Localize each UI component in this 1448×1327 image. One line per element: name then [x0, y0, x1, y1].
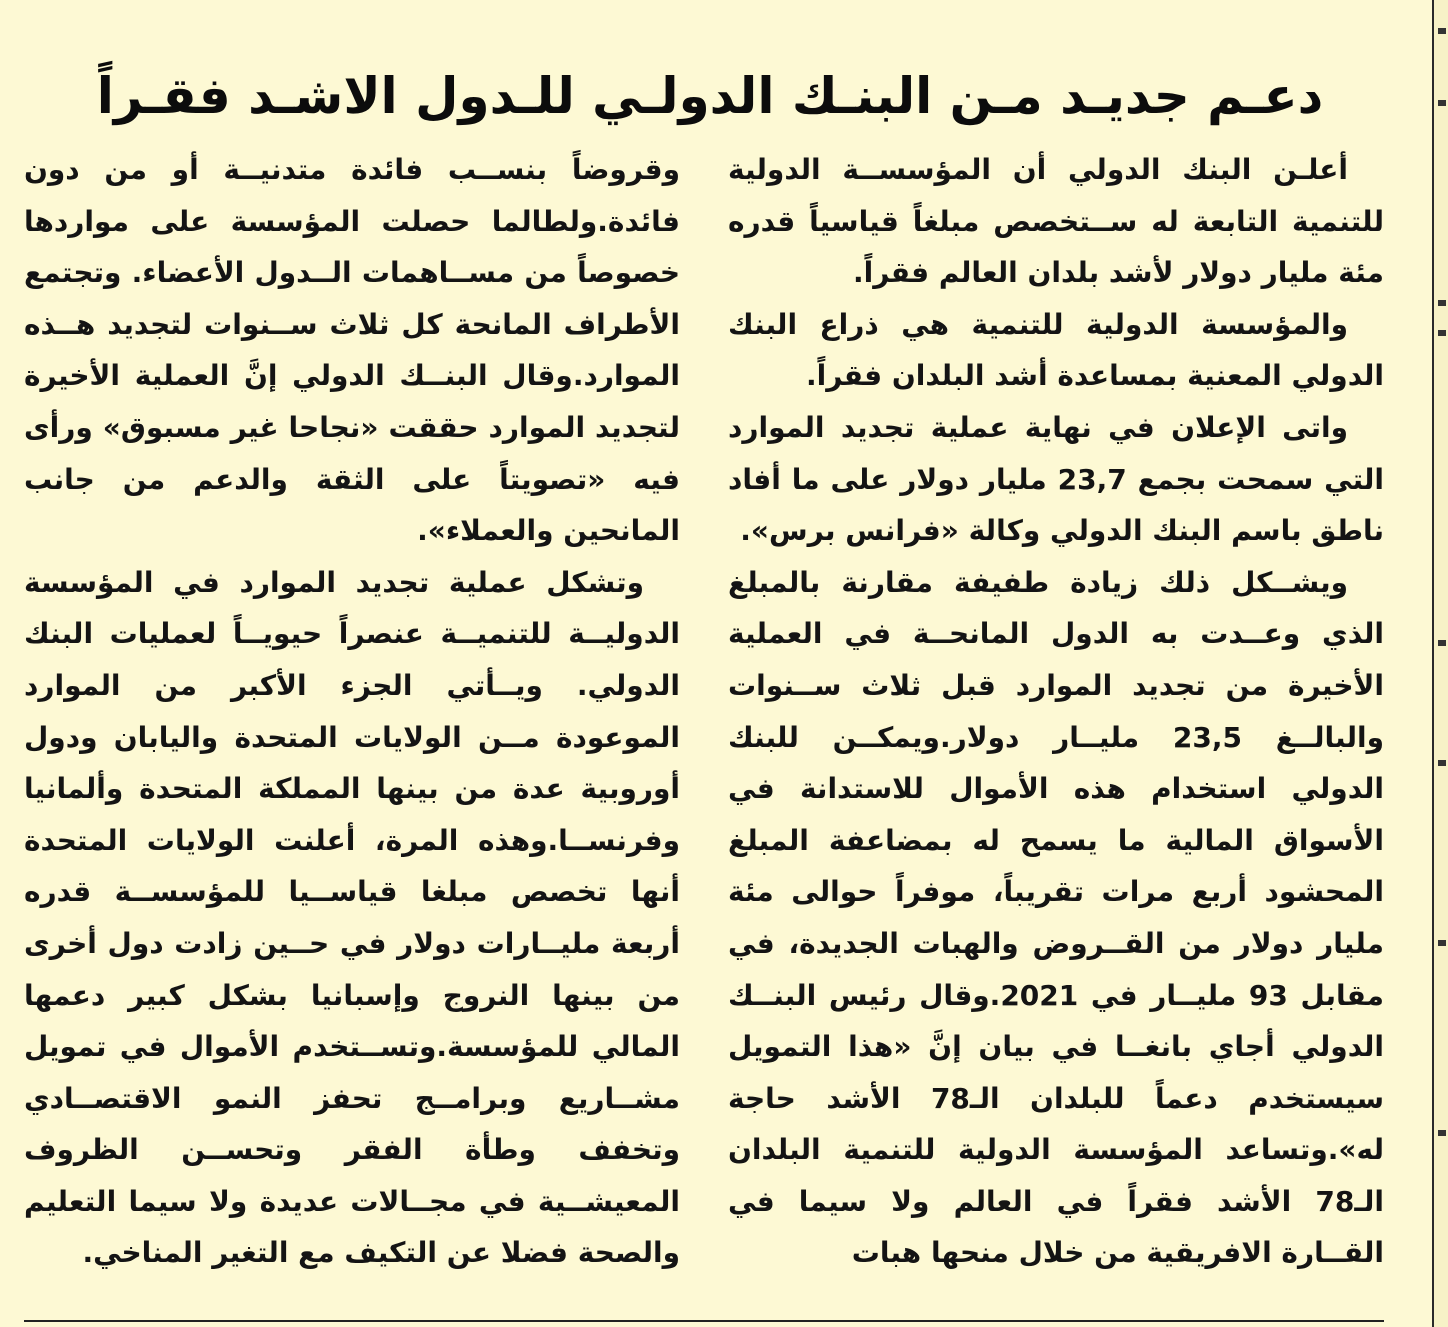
paragraph: وقروضاً بنســب فائدة متدنيــة أو من دون فائدة.ولطالما حصلت المؤسسة على مواردها خصوصاً من مســاهمات الــدول الأعضاء. وتجتمع الأطراف المانحة كل ثلاث ســنوات لتجديد هــذه الموارد.وقال البنــك الدولي إنَّ العملية الأخيرة لتجديد الموارد حققت «نجاحا غير مسبوق» ورأى فيه «تصويتاً على الثقة والدعم من جانب المانحين والعملاء».	[24, 153, 680, 548]
article-column-right	[728, 144, 1384, 1279]
edge-mark	[1438, 760, 1446, 766]
edge-mark	[1438, 28, 1446, 34]
edge-mark	[1438, 100, 1446, 106]
edge-mark	[1438, 330, 1446, 336]
paragraph: وتشكل عملية تجديد الموارد في المؤسسة الدوليــة للتنميــة عنصراً حيويــاً لعمليات البنك الدولي. ويــأتي الجزء الأكبر من الموارد الموعودة مــن الولايات المتحدة واليابان ودول أوروبية عدة من بينها المملكة المتحدة وألمانيا وفرنســا.وهذه المرة، أعلنت الولايات المتحدة أنها تخصص مبلغا قياســيا للمؤسســة قدره أربعة مليــارات دولار في حــين زادت دول أخرى من بينها النروج وإسبانيا بشكل كبير دعمها المالي للمؤسسة.وتســتخدم الأموال في تمويل مشــاريع وبرامــج تحفز النمو الاقتصــادي وتخفف وطأة الفقر وتحســن الظروف المعيشــية في مجــالات عديدة ولا سيما التعليم والصحة فضلا عن التكيف مع التغير المناخي.	[24, 565, 680, 1270]
paragraph: أعلـن البنك الدولي أن المؤسســة الدولية للتنمية التابعة له ســتخصص مبلغاً قياسياً قدره مئة مليار دولار لأشد بلدان العالم فقراً.	[728, 153, 1384, 290]
edge-mark	[1438, 300, 1446, 306]
paragraph: والمؤسسة الدولية للتنمية هي ذراع البنك الدولي المعنية بمساعدة أشد البلدان فقراً.	[728, 307, 1384, 393]
edge-mark	[1438, 1130, 1446, 1136]
article-headline: دعـم جديـد مـن البنـك الدولـي للـدول الاشـد فقـراً	[96, 66, 1324, 125]
paragraph: واتى الإعلان في نهاية عملية تجديد الموارد التي سمحت بجمع 23,7 مليار دولار على ما أفاد ناطق باسم البنك الدولي وكالة «فرانس برس».	[728, 410, 1385, 548]
article-column-left	[24, 144, 680, 1279]
adjacent-page-edge	[1432, 0, 1448, 1327]
edge-mark	[1438, 940, 1446, 946]
edge-mark	[1438, 640, 1446, 646]
paragraph: ويشــكل ذلك زيادة طفيفة مقارنة بالمبلغ الذي وعــدت به الدول المانحــة في العملية الأخيرة من تجديد الموارد قبل ثلاث ســنوات والبالــغ 23,5 مليــار دولار.ويمكــن للبنك الدولي استخدام هذه الأموال للاستدانة في الأسواق المالية ما يسمح له بمضاعفة المبلغ المحشود أربع مرات تقريباً، موفراً حوالى مئة مليار دولار من القــروض والهبات الجديدة، في مقابل 93 مليــار في 2021.وقال رئيس البنــك الدولي أجاي بانغــا في بيان إنَّ «هذا التمويل سيستخدم دعماً للبلدان الـ78 الأشد حاجة له».وتساعد المؤسسة الدولية للتنمية البلدان الـ78 الأشد فقراً في العالم ولا سيما في القــارة الافريقية من خلال منحها هبات	[728, 565, 1384, 1270]
bottom-divider	[24, 1320, 1384, 1322]
